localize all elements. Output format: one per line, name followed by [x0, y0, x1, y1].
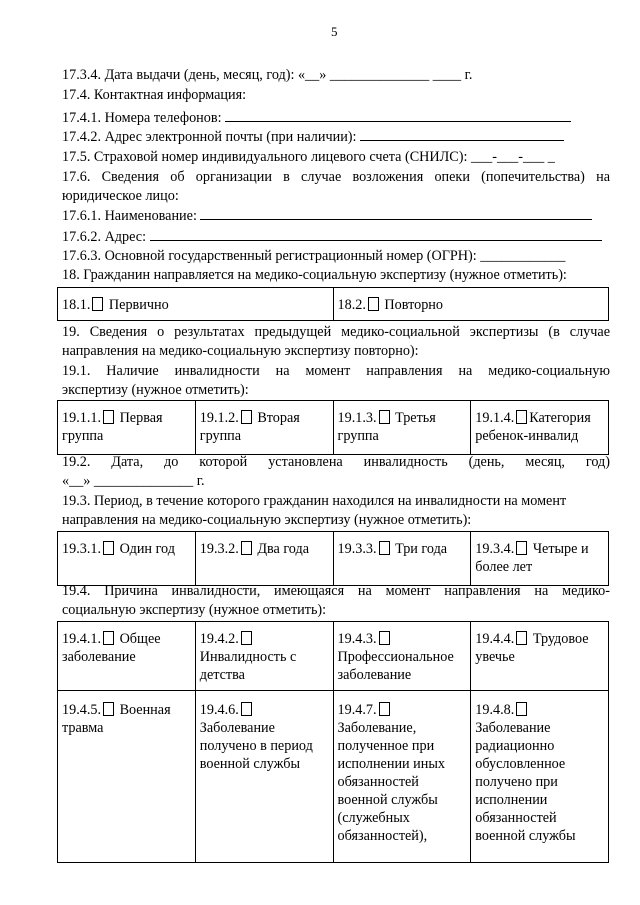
option-group-3[interactable]: 19.1.3. Третья группа — [333, 401, 471, 455]
option-group-1[interactable]: 19.1.1. Первая группа — [58, 401, 196, 455]
guardianship-org-heading-cont: юридическое лицо: — [62, 188, 179, 204]
disability-presence-heading: 19.1. Наличие инвалидности на момент направления на медико-социальную — [62, 363, 610, 379]
option-other-duties-disease[interactable]: 19.4.7. Заболевание, полученное при исполнении иных обязанностей военной службы (служебных обязанностей), — [333, 691, 471, 863]
disability-presence-heading-cont: экспертизу (нужное отметить): — [62, 382, 249, 398]
option-primary[interactable]: 18.1. Первично — [58, 288, 334, 321]
field-issue-date: 17.3.4. Дата выдачи (день, месяц, год): «__» ______________ ____ г. — [62, 67, 473, 83]
field-snils: 17.5. Страховой номер индивидуального лицевого счета (СНИЛС): ___-___-___ _ — [62, 149, 555, 165]
option-repeat[interactable]: 18.2. Повторно — [333, 288, 609, 321]
disability-period-table — [57, 531, 609, 586]
previous-exam-heading-cont: направления на медико-социальную экспертизу повторно): — [62, 343, 419, 359]
contact-info-heading: 17.4. Контактная информация: — [62, 87, 247, 103]
checkbox[interactable] — [379, 410, 390, 424]
checkbox[interactable] — [103, 541, 114, 555]
checkbox[interactable] — [516, 410, 527, 424]
checkbox[interactable] — [379, 702, 390, 716]
option-childhood-disability[interactable]: 19.4.2. Инвалидность с детства — [195, 622, 333, 691]
checkbox[interactable] — [516, 541, 527, 555]
option-radiation-disease[interactable]: 19.4.8. Заболевание радиационно обусловленное получено при исполнении обязанностей военной службы — [471, 691, 609, 863]
checkbox[interactable] — [103, 410, 114, 424]
option-work-injury[interactable]: 19.4.4. Трудовое увечье — [471, 622, 609, 691]
field-ogrn: 17.6.3. Основной государственный регистрационный номер (ОГРН): ____________ — [62, 248, 566, 264]
disability-cause-table — [57, 621, 609, 863]
checkbox[interactable] — [241, 410, 252, 424]
checkbox[interactable] — [379, 541, 390, 555]
checkbox[interactable] — [241, 702, 252, 716]
checkbox[interactable] — [92, 297, 103, 311]
option-group-2[interactable]: 19.1.2. Вторая группа — [195, 401, 333, 455]
org-address-input-line[interactable] — [150, 227, 602, 241]
page-number: 5 — [331, 24, 338, 39]
disability-group-table — [57, 400, 609, 455]
field-org-address-row — [62, 227, 610, 247]
disability-period-heading: 19.3. Период, в течение которого гражданин находился на инвалидности на момент — [62, 493, 567, 509]
option-child-disabled[interactable]: 19.1.4. Категория ребенок-инвалид — [471, 401, 609, 455]
checkbox[interactable] — [516, 702, 527, 716]
disability-cause-heading: 19.4. Причина инвалидности, имеющаяся на момент направления на медико- — [62, 583, 610, 599]
disability-until-date-value: «__» ______________ г. — [62, 473, 205, 489]
checkbox[interactable] — [103, 702, 114, 716]
referral-type-table — [57, 287, 609, 321]
field-org-name-row — [62, 206, 610, 226]
checkbox[interactable] — [379, 631, 390, 645]
option-general-disease[interactable]: 19.4.1. Общее заболевание — [58, 622, 196, 691]
disability-cause-heading-cont: социальную экспертизу (нужное отметить): — [62, 602, 327, 618]
option-four-plus-years[interactable]: 19.3.4. Четыре и более лет — [471, 532, 609, 586]
checkbox[interactable] — [241, 631, 252, 645]
disability-period-heading-cont: направления на медико-социальную экспертизу (нужное отметить): — [62, 512, 472, 528]
org-name-input-line[interactable] — [200, 206, 592, 220]
field-phones-row — [62, 108, 610, 128]
field-org-address-label: 17.6.2. Адрес: — [62, 229, 147, 245]
option-military-injury[interactable]: 19.4.5. Военная травма — [58, 691, 196, 863]
option-two-years[interactable]: 19.3.2. Два года — [195, 532, 333, 586]
checkbox[interactable] — [368, 297, 379, 311]
checkbox[interactable] — [516, 631, 527, 645]
field-email-label: 17.4.2. Адрес электронной почты (при наличии): — [62, 129, 357, 145]
option-occupational-disease[interactable]: 19.4.3. Профессиональное заболевание — [333, 622, 471, 691]
guardianship-org-heading: 17.6. Сведения об организации в случае возложения опеки (попечительства) на — [62, 169, 610, 185]
email-input-line[interactable] — [360, 127, 564, 141]
field-email-row — [62, 127, 610, 147]
field-phones-label: 17.4.1. Номера телефонов: — [62, 110, 222, 126]
disability-until-date: 19.2. Дата, до которой установлена инвалидность (день, месяц, год) — [62, 454, 610, 470]
option-one-year[interactable]: 19.3.1. Один год — [58, 532, 196, 586]
checkbox[interactable] — [103, 631, 114, 645]
option-military-service-disease[interactable]: 19.4.6. Заболевание получено в период военной службы — [195, 691, 333, 863]
phones-input-line[interactable] — [225, 108, 571, 122]
referral-type-heading: 18. Гражданин направляется на медико-социальную экспертизу (нужное отметить): — [62, 267, 567, 283]
option-three-years[interactable]: 19.3.3. Три года — [333, 532, 471, 586]
field-org-name-label: 17.6.1. Наименование: — [62, 208, 197, 224]
previous-exam-heading: 19. Сведения о результатах предыдущей медико-социальной экспертизы (в случае — [62, 324, 610, 340]
checkbox[interactable] — [241, 541, 252, 555]
